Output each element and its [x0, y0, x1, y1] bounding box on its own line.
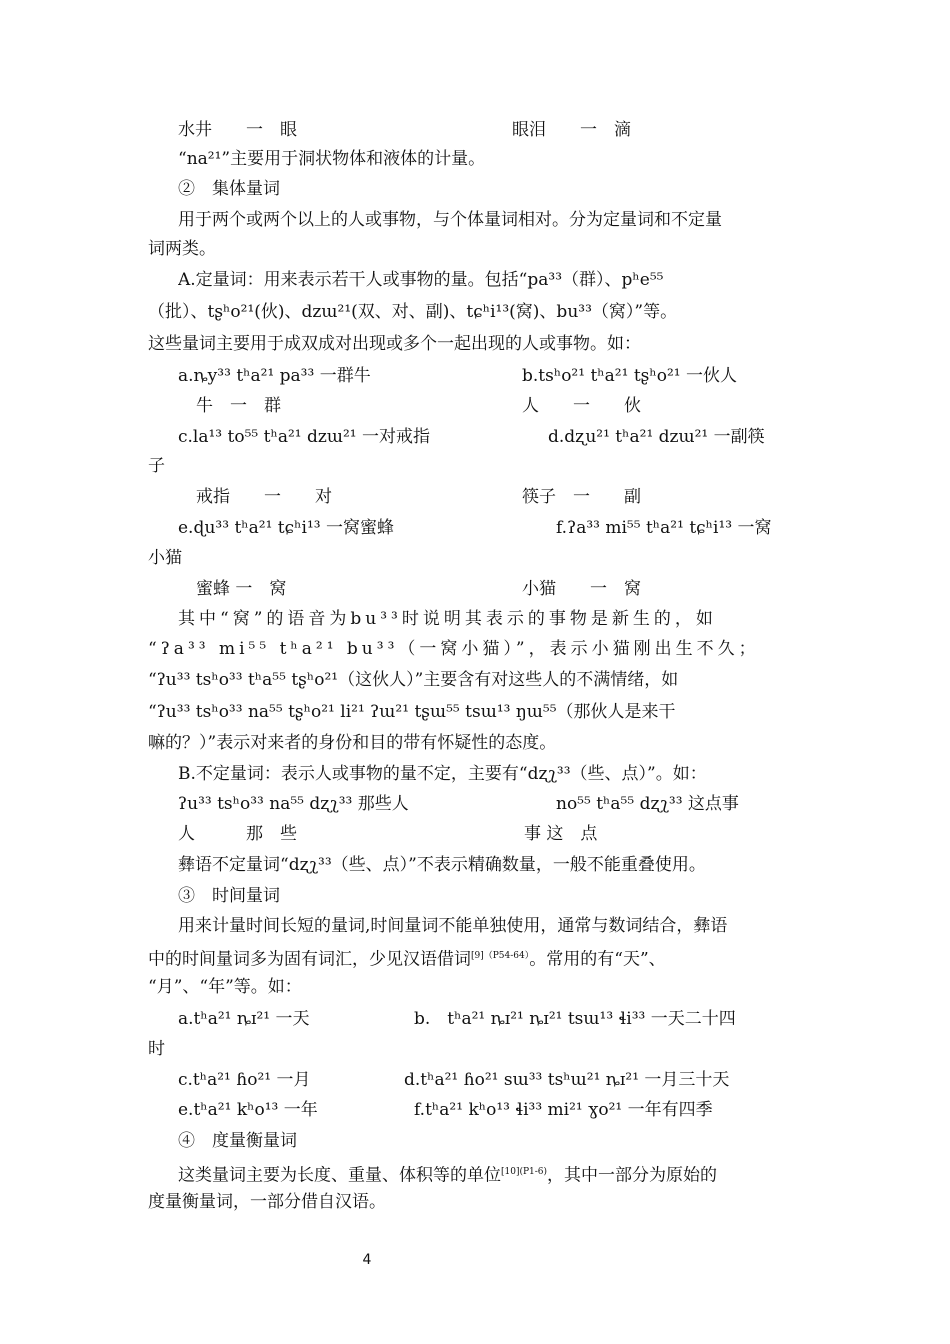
text: 词两类。: [148, 239, 216, 259]
text: B.不定量词：表示人或事物的量不定，主要有“dʐʅ³³（些、点）”。如：: [178, 764, 707, 784]
section-heading: [178, 176, 838, 204]
paragraph-line: [178, 267, 838, 295]
paragraph-line: [148, 1189, 808, 1217]
citation: [9]（P54-64）: [471, 951, 530, 961]
example-line: [556, 791, 950, 819]
text: c.la¹³ to⁵⁵ tʰa²¹ dzɯ²¹ 一对戒指: [178, 427, 430, 447]
text: 时: [148, 1039, 165, 1059]
text: 其中“窝”的语音为bu³³时说明其表示的事物是新生的，如: [178, 609, 717, 629]
gloss-line: [522, 576, 950, 604]
example-line: [414, 1006, 950, 1034]
text: 这类量词主要为长度、重量、体积等的单位: [178, 1165, 501, 1186]
text: A.定量词：用来表示若干人或事物的量。包括“pa³³（群）、pʰe⁵⁵: [178, 270, 664, 290]
text: c.tʰa²¹ ɦo²¹ 一月: [178, 1070, 311, 1090]
paragraph-line: [178, 207, 838, 235]
text: “月”、“年”等。如：: [148, 977, 302, 997]
text: 人 一 伙: [522, 396, 641, 416]
citation: [10](P1-6): [501, 1167, 548, 1177]
paragraph-line: [148, 299, 808, 327]
example-line: [512, 117, 950, 145]
text: 牛 一 群: [196, 396, 281, 416]
text: d.dʐu²¹ tʰa²¹ dzɯ²¹ 一副筷: [548, 427, 765, 447]
paragraph-line: [178, 852, 838, 880]
paragraph-line: [178, 913, 838, 941]
gloss-line: [522, 484, 950, 512]
paragraph-line: [148, 730, 808, 758]
paragraph-line: [148, 236, 808, 264]
paragraph-line: [148, 974, 808, 1002]
text: 嘛的？）”表示对来者的身份和目的带有怀疑性的态度。: [148, 733, 557, 753]
paragraph-line: [148, 331, 808, 359]
paragraph-line: [178, 1159, 838, 1187]
example-line: [414, 1097, 950, 1125]
text: a.tʰa²¹ ȵɪ²¹ 一天: [178, 1009, 310, 1029]
text: e.ɖu³³ tʰa²¹ tɕʰi¹³ 一窝蜜蜂: [178, 518, 394, 538]
example-line: [548, 424, 950, 452]
paragraph-line: [148, 943, 808, 971]
text: ʔu³³ tsʰo³³ na⁵⁵ dʐʅ³³ 那些人: [178, 794, 409, 814]
text: 戒指 一 对: [196, 487, 332, 507]
text: 子: [148, 456, 165, 476]
paragraph-line: [178, 761, 838, 789]
text: e.tʰa²¹ kʰo¹³ 一年: [178, 1100, 318, 1120]
text: b.tsʰo²¹ tʰa²¹ tʂʰo²¹ 一伙人: [522, 366, 737, 386]
example-line: [148, 1036, 808, 1064]
text: 度量衡量词，一部分借自汉语。: [148, 1192, 386, 1212]
text: 用来计量时间长短的量词,时间量词不能单独使用，通常与数词结合，彝语: [178, 916, 728, 936]
text: f.ʔa³³ mi⁵⁵ tʰa²¹ tɕʰi¹³ 一窝: [556, 518, 772, 538]
paragraph-line: [178, 606, 838, 634]
example-line: [522, 363, 950, 391]
text: ② 集体量词: [178, 179, 280, 199]
text: “ʔu³³ tsʰo³³ na⁵⁵ tʂʰo²¹ li²¹ ʔɯ²¹ tʂɯ⁵⁵ tsɯ¹³ ŋɯ⁵⁵（那伙人是来干: [148, 702, 676, 722]
text: 彝语不定量词“dʐʅ³³（些、点）”不表示精确数量，一般不能重叠使用。: [178, 855, 706, 875]
text: “ʔu³³ tsʰo³³ tʰa⁵⁵ tʂʰo²¹（这伙人）”主要含有对这些人的不满情绪，如: [148, 670, 679, 690]
paragraph-line: [148, 636, 808, 664]
text: 人 那 些: [178, 824, 297, 844]
section-heading: [178, 1128, 838, 1156]
text: no⁵⁵ tʰa⁵⁵ dʐʅ³³ 这点事: [556, 794, 739, 814]
text: 。常用的有“天”、: [529, 949, 666, 970]
gloss-line: [524, 821, 950, 849]
text: 这些量词主要用于成双成对出现或多个一起出现的人或事物。如：: [148, 334, 641, 354]
text: 中的时间量词多为固有词汇，少见汉语借词: [148, 949, 471, 970]
text: “ʔa³³ mi⁵⁵ tʰa²¹ bu³³（一窝小猫）”，表示小猫刚出生不久；: [148, 639, 760, 659]
text: b. tʰa²¹ ȵɪ²¹ ȵɪ²¹ tsɯ¹³ ɬi³³ 一天二十四: [414, 1009, 736, 1029]
example-line: [404, 1067, 950, 1095]
text: d.tʰa²¹ ɦo²¹ sɯ³³ tsʰɯ²¹ ȵɪ²¹ 一月三十天: [404, 1070, 730, 1090]
example-line: [556, 515, 950, 543]
text: ④ 度量衡量词: [178, 1131, 297, 1151]
text: 用于两个或两个以上的人或事物，与个体量词相对。分为定量词和不定量: [178, 210, 722, 230]
paragraph-line: [148, 667, 808, 695]
text: 筷子 一 副: [522, 487, 641, 507]
text: 眼泪 一 滴: [512, 120, 631, 140]
text: 小猫: [148, 548, 182, 568]
text: ，其中一部分为原始的: [547, 1165, 718, 1186]
example-line: [148, 545, 808, 573]
text: ③ 时间量词: [178, 886, 280, 906]
gloss-line: [522, 393, 950, 421]
paragraph-line: [178, 146, 838, 174]
text: a.ȵy³³ tʰa²¹ pa³³ 一群牛: [178, 366, 371, 386]
section-heading: [178, 883, 838, 911]
text: 小猫 一 窝: [522, 579, 641, 599]
text: 水井 一 眼: [178, 120, 297, 140]
example-line: [148, 453, 808, 481]
text: 蜜蜂 一 窝: [196, 579, 287, 599]
text: “na²¹”主要用于洞状物体和液体的计量。: [178, 149, 486, 169]
page-number: 4: [362, 1252, 372, 1268]
text: （批）、tʂʰo²¹(伙)、dzɯ²¹(双、对、副)、tɕʰi¹³(窝)、bu³³（窝）”等。: [148, 302, 678, 322]
text: 事 这 点: [524, 824, 598, 844]
paragraph-line: [148, 699, 808, 727]
text: f.tʰa²¹ kʰo¹³ ɬi³³ mi²¹ ɣo²¹ 一年有四季: [414, 1100, 713, 1120]
